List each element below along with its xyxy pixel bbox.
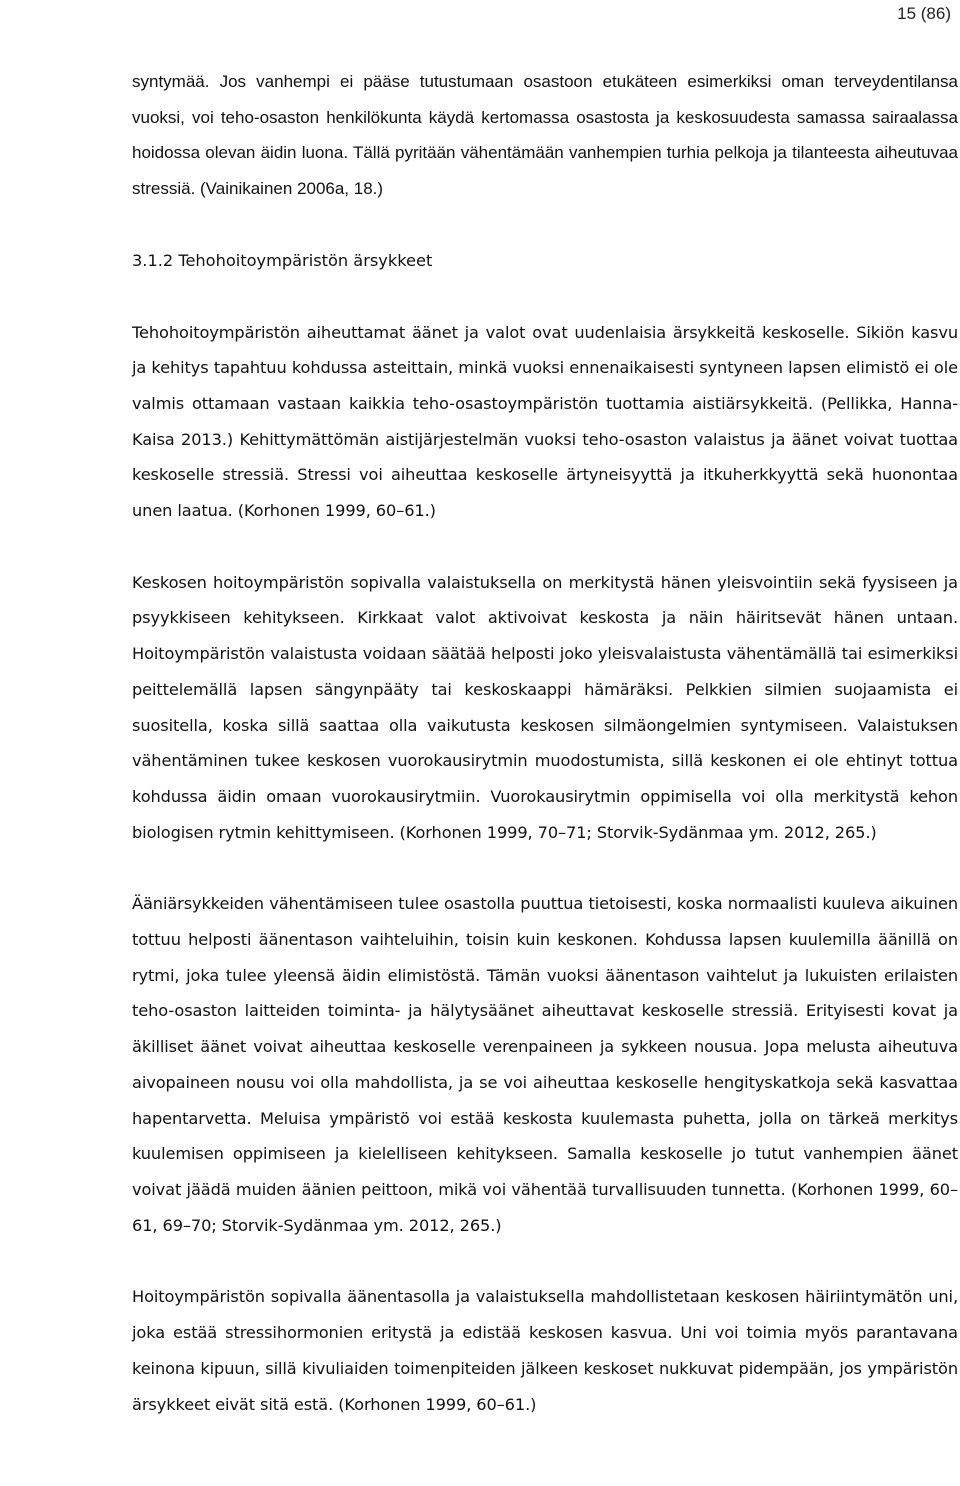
paragraph-stimuli: Tehohoitoympäristön aiheuttamat äänet ja valot ovat uudenlaisia ärsykkeitä keskoselle. Sikiön kasvu ja kehitys tapahtuu kohdussa asteittain, minkä vuoksi ennenaikaisesti syntyneen lapsen elimistö ei ole valmis ottamaan vastaan kaikkia teho-osastoympäristön tuottamia aistiärsykkeitä. (Pellikka, Hanna-Kaisa 2013.) Kehittymättömän aistijärjestelmän vuoksi teho-osaston valaistus ja äänet voivat tuottaa keskoselle stressiä. Stressi voi aiheuttaa keskoselle ärtyneisyyttä ja itkuherkkyyttä sekä huonontaa unen laatua. (Korhonen 1999, 60–61.) [132, 322, 958, 521]
section-heading: 3.1.2 Tehohoitoympäristön ärsykkeet [132, 250, 433, 270]
paragraph-lighting: Keskosen hoitoympäristön sopivalla valaistuksella on merkitystä hänen yleisvointiin sekä fyysiseen ja psyykkiseen kehitykseen. Kirkkaat valot aktivoivat keskosta ja näin häiritsevät hänen untaan. Hoitoympäristön valaistusta voidaan säätää helposti joko yleisvalaistusta vähentämällä tai esimerkiksi peittelemällä lapsen sängynpääty tai keskoskaappi hämäräksi. Pelkkien silmien suojaamista ei suositella, koska sillä saattaa olla vaikutusta keskosen silmäongelmien syntymiseen. Valaistuksen vähentäminen tukee keskosen vuorokausirytmin muodostumista, sillä keskonen ei ole ehtinyt tottua kohdussa äidin omaan vuorokausirytmiin. Vuorokausirytmin oppimisella voi olla merkitystä kehon biologisen rytmin kehittymiseen. (Korhonen 1999, 70–71; Storvik-Sydänmaa ym. 2012, 265.) [132, 572, 958, 842]
page-number: 15 (86) [897, 4, 951, 23]
paragraph-sleep: Hoitoympäristön sopivalla äänentasolla ja valaistuksella mahdollistetaan keskosen häiriintymätön uni, joka estää stressihormonien eritystä ja edistää keskosen kasvua. Uni voi toimia myös parantavana keinona kipuun, sillä kivuliaiden toimenpiteiden jälkeen keskoset nukkuvat pidempään, jos ympäristön ärsykkeet eivät sitä estä. (Korhonen 1999, 60–61.) [132, 1287, 958, 1414]
paragraph-intro: syntymää. Jos vanhempi ei pääse tutustumaan osastoon etukäteen esimerkiksi oman terveydentilansa vuoksi, voi teho-osaston henkilökunta käydä kertomassa osastosta ja keskosuudesta samassa sairaalassa hoidossa olevan äidin luona. Tällä pyritään vähentämään vanhempien turhia pelkoja ja tilanteesta aiheutuvaa stressiä. (Vainikainen 2006a, 18.) [132, 72, 958, 199]
document-body [132, 64, 958, 1422]
paragraph-sound: Ääniärsykkeiden vähentämiseen tulee osastolla puuttua tietoisesti, koska normaalisti kuuleva aikuinen tottuu helposti äänentason vaihteluihin, toisin kuin keskonen. Kohdussa lapsen kuulemilla äänillä on rytmi, joka tulee yleensä äidin elimistöstä. Tämän vuoksi äänentason vaihtelut ja lukuisten erilaisten teho-osaston laitteiden toiminta- ja hälytysäänet aiheuttavat keskoselle stressiä. Erityisesti kovat ja äkilliset äänet voivat aiheuttaa keskoselle verenpaineen ja sykkeen nousua. Jopa melusta aiheutuva aivopaineen nousu voi olla mahdollista, ja se voi aiheuttaa keskoselle hengityskatkoja sekä kasvattaa hapentarvetta. Meluisa ympäristö voi estää keskosta kuulemasta puhetta, jolla on tärkeä merkitys kuulemisen oppimiseen ja kielelliseen kehitykseen. Samalla keskoselle jo tutut vanhempien äänet voivat jäädä muiden äänien peittoon, mikä voi vähentää turvallisuuden tunnetta. (Korhonen 1999, 60–61, 69–70; Storvik-Sydänmaa ym. 2012, 265.) [132, 894, 958, 1235]
